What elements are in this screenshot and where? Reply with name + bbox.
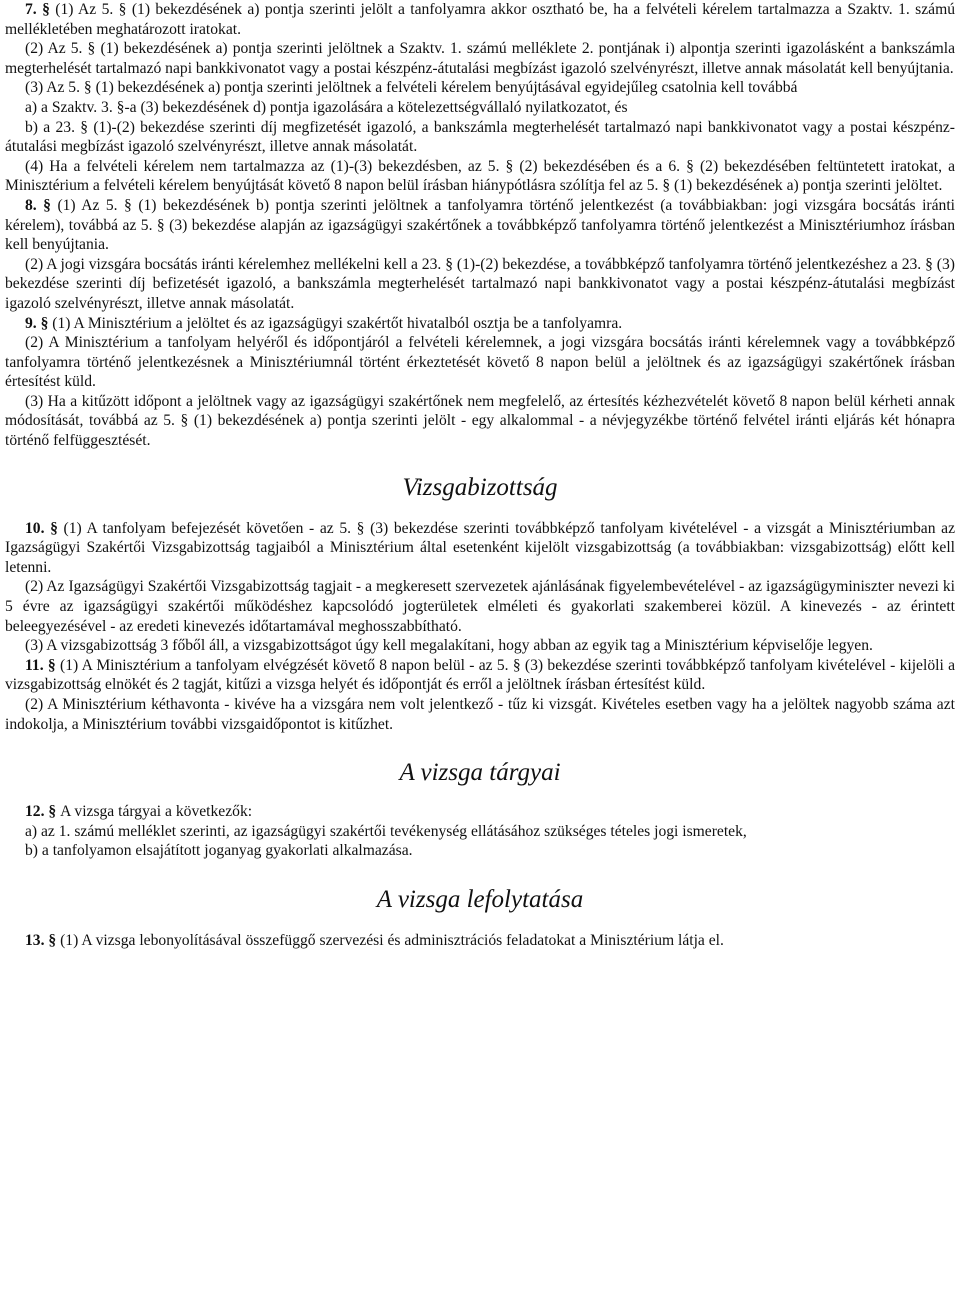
- para-text: A vizsga tárgyai a következők:: [60, 803, 253, 821]
- section-number: 7. §: [25, 1, 56, 18]
- para-10-2: (2) Az Igazságügyi Szakértői Vizsgabizottság tagjait - a megkeresett szervezetek ajánlásának figyelembevételével - az igazságügyminiszter nevezi ki 5 évre az igazságügyi szakértői működéshez kapcsolódó jogterületek elméleti és gyakorlati szakemberei közül. A kinevezés - az érintett beleegyezésével - az eredeti kinevezés időtartamával meghosszabbítható.: [5, 578, 955, 635]
- para-11-2: (2) A Minisztérium kéthavonta - kivéve ha a vizsgára nem volt jelentkező - tűz ki vizsgát. Kivételes esetben vagy ha a jelöltek nagyobb száma azt indokolja, a Minisztérium további vizsgaidőpontot is kitűzhet.: [5, 696, 955, 733]
- section-number: 13. §: [25, 931, 61, 949]
- para-7-1: [5, 0, 955, 39]
- section-heading-vizsga-lefolytatasa: A vizsga lefolytatása: [376, 885, 584, 913]
- para-text: (1) A Minisztérium a jelöltet és az igazságügyi szakértőt hivatalból osztja be a tanfolyamra.: [52, 314, 623, 332]
- para-text: (1) A tanfolyam befejezését követően - az 5. § (3) bekezdése szerinti továbbképző tanfolyam kivételével - a vizsgát a Minisztériumban az Igazságügyi Szakértői Vizsgabizottság tagjaiból a Minisztérium által esetenként kijelölt vizsgabizottság (a továbbiakban: vizsgabizottság) előtt kell letenni.: [5, 519, 955, 576]
- para-7-3: (3) Az 5. § (1) bekezdésének a) pontja szerinti jelöltnek a felvételi kérelem benyújtásával egyidejűleg csatolnia kell továbbá: [25, 79, 798, 97]
- para-10-1: [5, 519, 955, 578]
- para-12-b: b) a tanfolyamon elsajátított joganyag gyakorlati alkalmazása.: [25, 842, 413, 860]
- para-8-1: [5, 196, 955, 255]
- section-number: 12. §: [25, 803, 61, 821]
- para-10-3: (3) A vizsgabizottság 3 főből áll, a vizsgabizottságot úgy kell megalakítani, hogy abban az egyik tag a Minisztérium képviselője legyen.: [25, 637, 873, 655]
- para-7-4: (4) Ha a felvételi kérelem nem tartalmazza az (1)-(3) bekezdésben, az 5. § (2) bekezdésében és a 6. § (2) bekezdésében feltüntetett iratokat, a Minisztérium a felvételi kérelem benyújtását követő 8 napon belül írásban hiánypótlásra szólítja fel az 5. § (1) bekezdésének a) pontja szerinti jelöltet.: [5, 157, 955, 195]
- section-number: 8. §: [25, 196, 58, 214]
- para-9-2: (2) A Minisztérium a tanfolyam helyéről és időpontjáról a felvételi kérelemnek, a jogi vizsgára bocsátás iránti kérelemnek vagy a továbbképző tanfolyamra történő jelentkezésnek a Minisztériumnál történt érkeztetését követő 8 napon belül a jelöltnek és az igazságügyi szakértőnek írásban értesítést küld.: [5, 334, 955, 391]
- para-7-3-a: a) a Szaktv. 3. §-a (3) bekezdésének d) pontja igazolására a kötelezettségvállaló nyilatkozatot, és: [25, 98, 628, 116]
- section-number: 11. §: [25, 656, 61, 674]
- para-11-1: [5, 656, 955, 695]
- para-7-3-b: b) a 23. § (1)-(2) bekezdése szerinti díj megfizetését igazoló, a bankszámla megterhelését tartalmazó napi bankkivonatot vagy a postai készpénz-átutalási megbízást igazoló szelvényrészt, illetve annak másolatát.: [5, 118, 955, 156]
- para-8-2: (2) A jogi vizsgára bocsátás iránti kérelemhez mellékelni kell a 23. § (1)-(2) bekezdése, a továbbképző tanfolyamra történő jelentkezéshez a 23. § (3) bekezdése szerinti díj befizetését igazoló, a bankszámla megterhelését tartalmazó napi bankkivonatot vagy a postai készpénz-átutalási megbízást igazoló szelvényrészt, illetve annak másolatát.: [5, 255, 955, 312]
- para-text: (1) Az 5. § (1) bekezdésének a) pontja szerinti jelölt a tanfolyamra akkor osztható be, ha a felvételi kérelem tartalmazza a Szaktv. 1. számú mellékletében meghatározott iratokat.: [5, 1, 955, 38]
- para-text: (1) A vizsga lebonyolításával összefüggő szervezési és adminisztrációs feladatokat a Minisztérium látja el.: [60, 931, 724, 949]
- para-9-3: (3) Ha a kitűzött időpont a jelöltnek vagy az igazságügyi szakértőnek nem megfelelő, az értesítés kézhezvételét követő 8 napon belül kérheti annak módosítását, továbbá az 5. § (1) bekezdésének a) pontja szerinti jelölt - egy alkalommal - a névjegyzékbe történő felvétel iránti eljárás két hónapra történő felfüggesztését.: [5, 392, 955, 450]
- section-heading-vizsgabizottsag: Vizsgabizottság: [402, 473, 558, 501]
- section-number: 9. §: [25, 314, 53, 332]
- para-12: [5, 802, 955, 822]
- para-13-1: [5, 931, 955, 951]
- para-text: (1) Az 5. § (1) bekezdésének b) pontja szerinti jelöltnek a tanfolyamra történő jelentkezést (a továbbiakban: jogi vizsgára bocsátás iránti kérelem), továbbá az 5. § (3) bekezdése alapján az igazságügyi szakértőnek a továbbképző tanfolyamra történő jelentkezést a Minisztériumhoz írásban kell benyújtania.: [5, 196, 955, 254]
- section-number: 10. §: [25, 519, 64, 537]
- para-text: (1) A Minisztérium a tanfolyam elvégzését követő 8 napon belül - az 5. § (3) bekezdése szerinti továbbképző tanfolyam kivételével - kijelöli a vizsgabizottság elnökét és 2 tagját, kitűzi a vizsga helyét és időpontját és erről a jelöltnek írásban értesítést küld.: [5, 656, 955, 694]
- para-9-1: [5, 314, 955, 334]
- para-7-2: (2) Az 5. § (1) bekezdésének a) pontja szerinti jelöltnek a Szaktv. 1. számú melléklete 2. pontjának i) alpontja szerinti igazolásként a bankszámla megterhelését tartalmazó napi bankkivonatot vagy a postai készpénz-átutalási megbízást igazoló szelvényrészt, illetve annak másolatát kell benyújtania.: [5, 40, 955, 77]
- section-heading-vizsga-targyai: A vizsga tárgyai: [399, 759, 561, 787]
- para-12-a: a) az 1. számú melléklet szerinti, az igazságügyi szakértői tevékenység ellátásához szükséges tételes jogi ismeretek,: [25, 822, 747, 840]
